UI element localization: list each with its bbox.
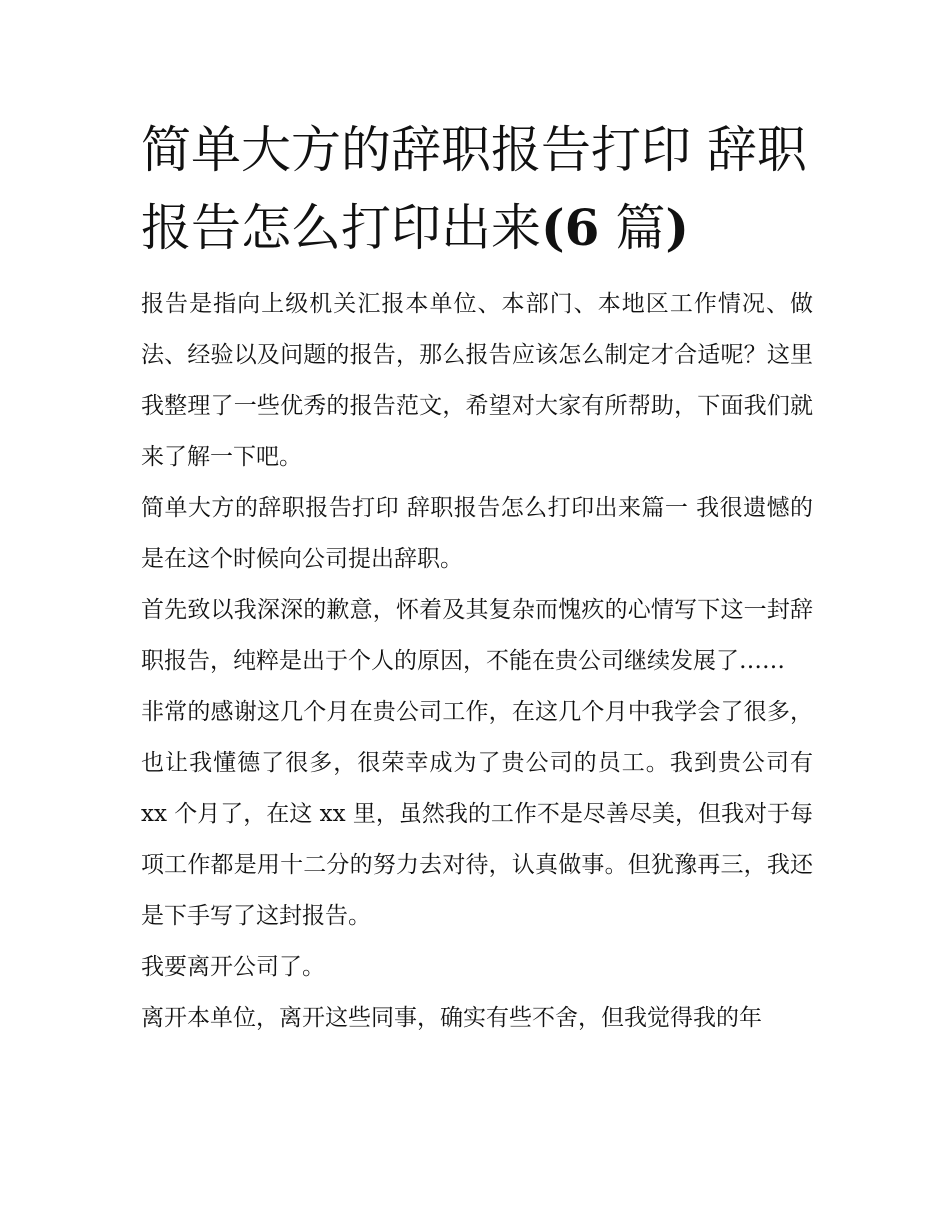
title-text: 简单大方的辞职报告打印 辞职报告怎么打印出来 (141, 121, 807, 257)
paragraph-leaving: 我要离开公司了。 (141, 954, 325, 980)
paragraph-section-one-opening: 简单大方的辞职报告打印 辞职报告怎么打印出来篇一 我很遗憾的是在这个时候向公司提出辞职。 (141, 495, 813, 572)
title-suffix: 篇 (599, 199, 666, 257)
title-count: 6 (564, 198, 600, 257)
title-paren-open: ( (541, 198, 565, 257)
paragraph-intro: 报告是指向上级机关汇报本单位、本部门、本地区工作情况、做法、经验以及问题的报告，那么报告应该怎么制定才合适呢？这里我整理了一些优秀的报告范文，希望对大家有所帮助，下面我们就来了解一下吧。 (141, 291, 813, 470)
document-page (141, 112, 813, 1044)
paragraph-gratitude: 非常的感谢这几个月在贵公司工作，在这几个月中我学会了很多，也让我懂德了很多，很荣幸成为了贵公司的员工。我到贵公司有 xx 个月了，在这 xx 里，虽然我的工作不是尽善尽美，但我对于每项工作都是用十二分的努力去对待，认真做事。但犹豫再三，我还是下手写了这封报告。 (141, 699, 813, 929)
paragraph-reluctance: 离开本单位，离开这些同事，确实有些不舍，但我觉得我的年 (141, 1005, 762, 1031)
document-title (141, 112, 813, 267)
title-paren-close: ) (665, 198, 690, 257)
paragraph-apology: 首先致以我深深的歉意，怀着及其复杂而愧疚的心情写下这一封辞职报告，纯粹是出于个人的原因，不能在贵公司继续发展了…… (141, 597, 813, 674)
